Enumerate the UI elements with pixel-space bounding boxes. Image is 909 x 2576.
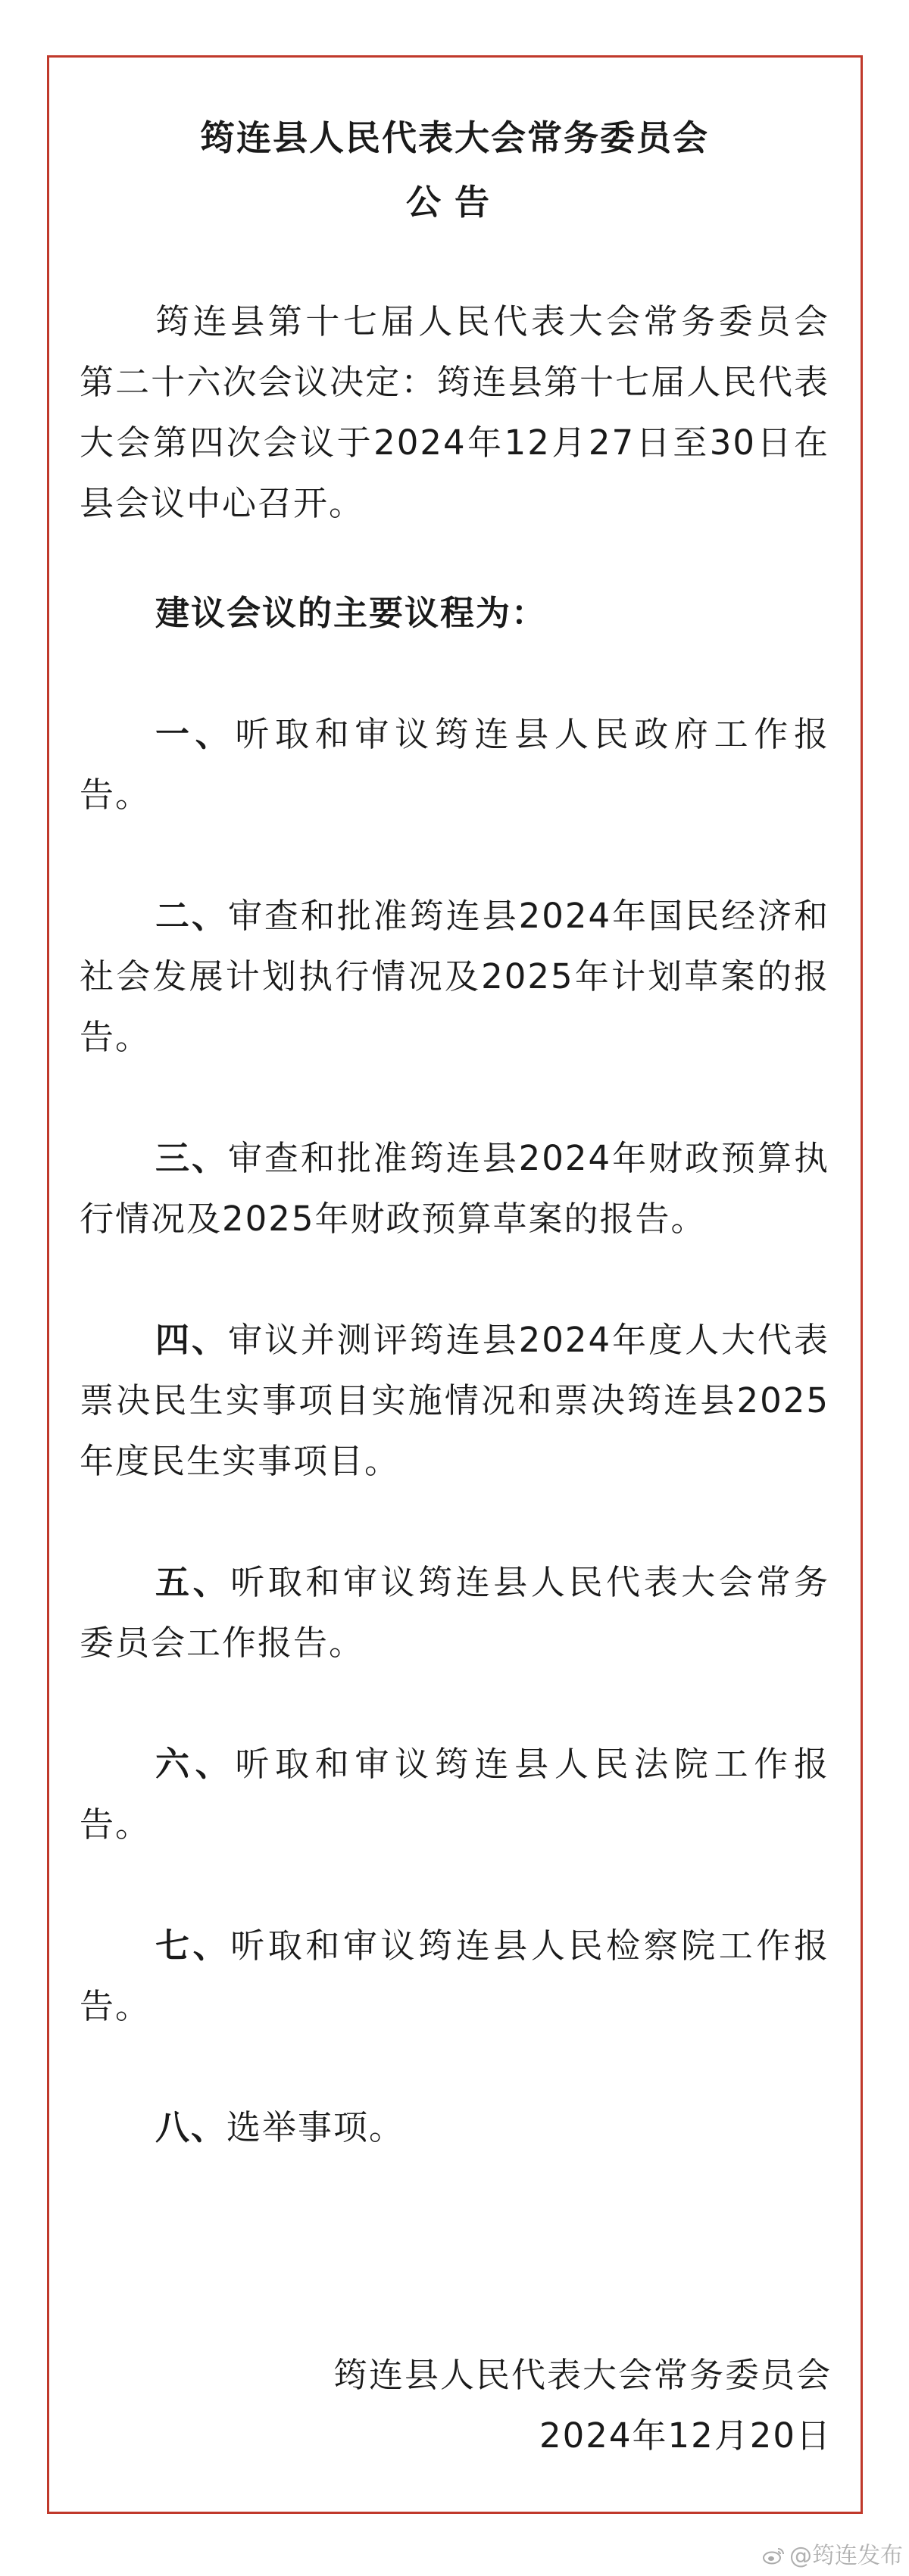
agenda-item-number: 八、	[155, 2107, 227, 2147]
agenda-item	[80, 1734, 829, 1855]
agenda-item-number: 六、	[155, 1744, 236, 1784]
agenda-item-text: 审议并测评筠连县2024年度人大代表票决民生实事项目实施情况和票决筠连县2025年度民生实事项目。	[80, 1320, 829, 1481]
agenda-item-number: 四、	[155, 1320, 228, 1360]
watermark	[762, 2537, 903, 2570]
agenda-item-number: 五、	[155, 1562, 231, 1602]
agenda-item	[80, 1552, 829, 1673]
agenda-item	[80, 1916, 829, 2037]
intro-paragraph: 筠连县第十七届人民代表大会常务委员会第二十六次会议决定：筠连县第十七届人民代表大会第四次会议于2024年12月27日至30日在县会议中心召开。	[80, 301, 829, 523]
agenda-item-text: 听取和审议筠连县人民代表大会常务委员会工作报告。	[80, 1562, 829, 1663]
agenda-item	[80, 886, 829, 1068]
agenda-item-number: 一、	[155, 714, 236, 754]
agenda-item-number: 二、	[155, 896, 228, 936]
agenda-item-text: 听取和审议筠连县人民检察院工作报告。	[80, 1926, 829, 2026]
signature-organization: 筠连县人民代表大会常务委员会	[333, 2355, 832, 2395]
agenda-item-text: 审查和批准筠连县2024年国民经济和社会发展计划执行情况及2025年计划草案的报告。	[80, 896, 829, 1057]
signature-date: 2024年12月20日	[539, 2415, 832, 2456]
agenda-item	[80, 2097, 829, 2158]
document-title: 筠连县人民代表大会常务委员会	[200, 117, 709, 158]
agenda-item	[80, 704, 829, 825]
agenda-item-number: 七、	[155, 1926, 231, 1966]
agenda-item	[80, 1310, 829, 1492]
watermark-text: @筠连发布	[789, 2543, 903, 2569]
agenda-item-text: 听取和审议筠连县人民法院工作报告。	[80, 1744, 829, 1845]
agenda-item-text: 选举事项。	[226, 2107, 405, 2147]
agenda-item-text: 审查和批准筠连县2024年财政预算执行情况及2025年财政预算草案的报告。	[80, 1138, 829, 1239]
document-subtitle: 公告	[406, 182, 503, 223]
agenda-heading: 建议会议的主要议程为：	[155, 593, 548, 633]
agenda-item-number: 三、	[155, 1138, 228, 1178]
weibo-icon	[762, 2544, 785, 2562]
agenda-item	[80, 1128, 829, 1249]
document-body	[80, 292, 829, 2207]
agenda-item-text: 听取和审议筠连县人民政府工作报告。	[80, 714, 829, 815]
